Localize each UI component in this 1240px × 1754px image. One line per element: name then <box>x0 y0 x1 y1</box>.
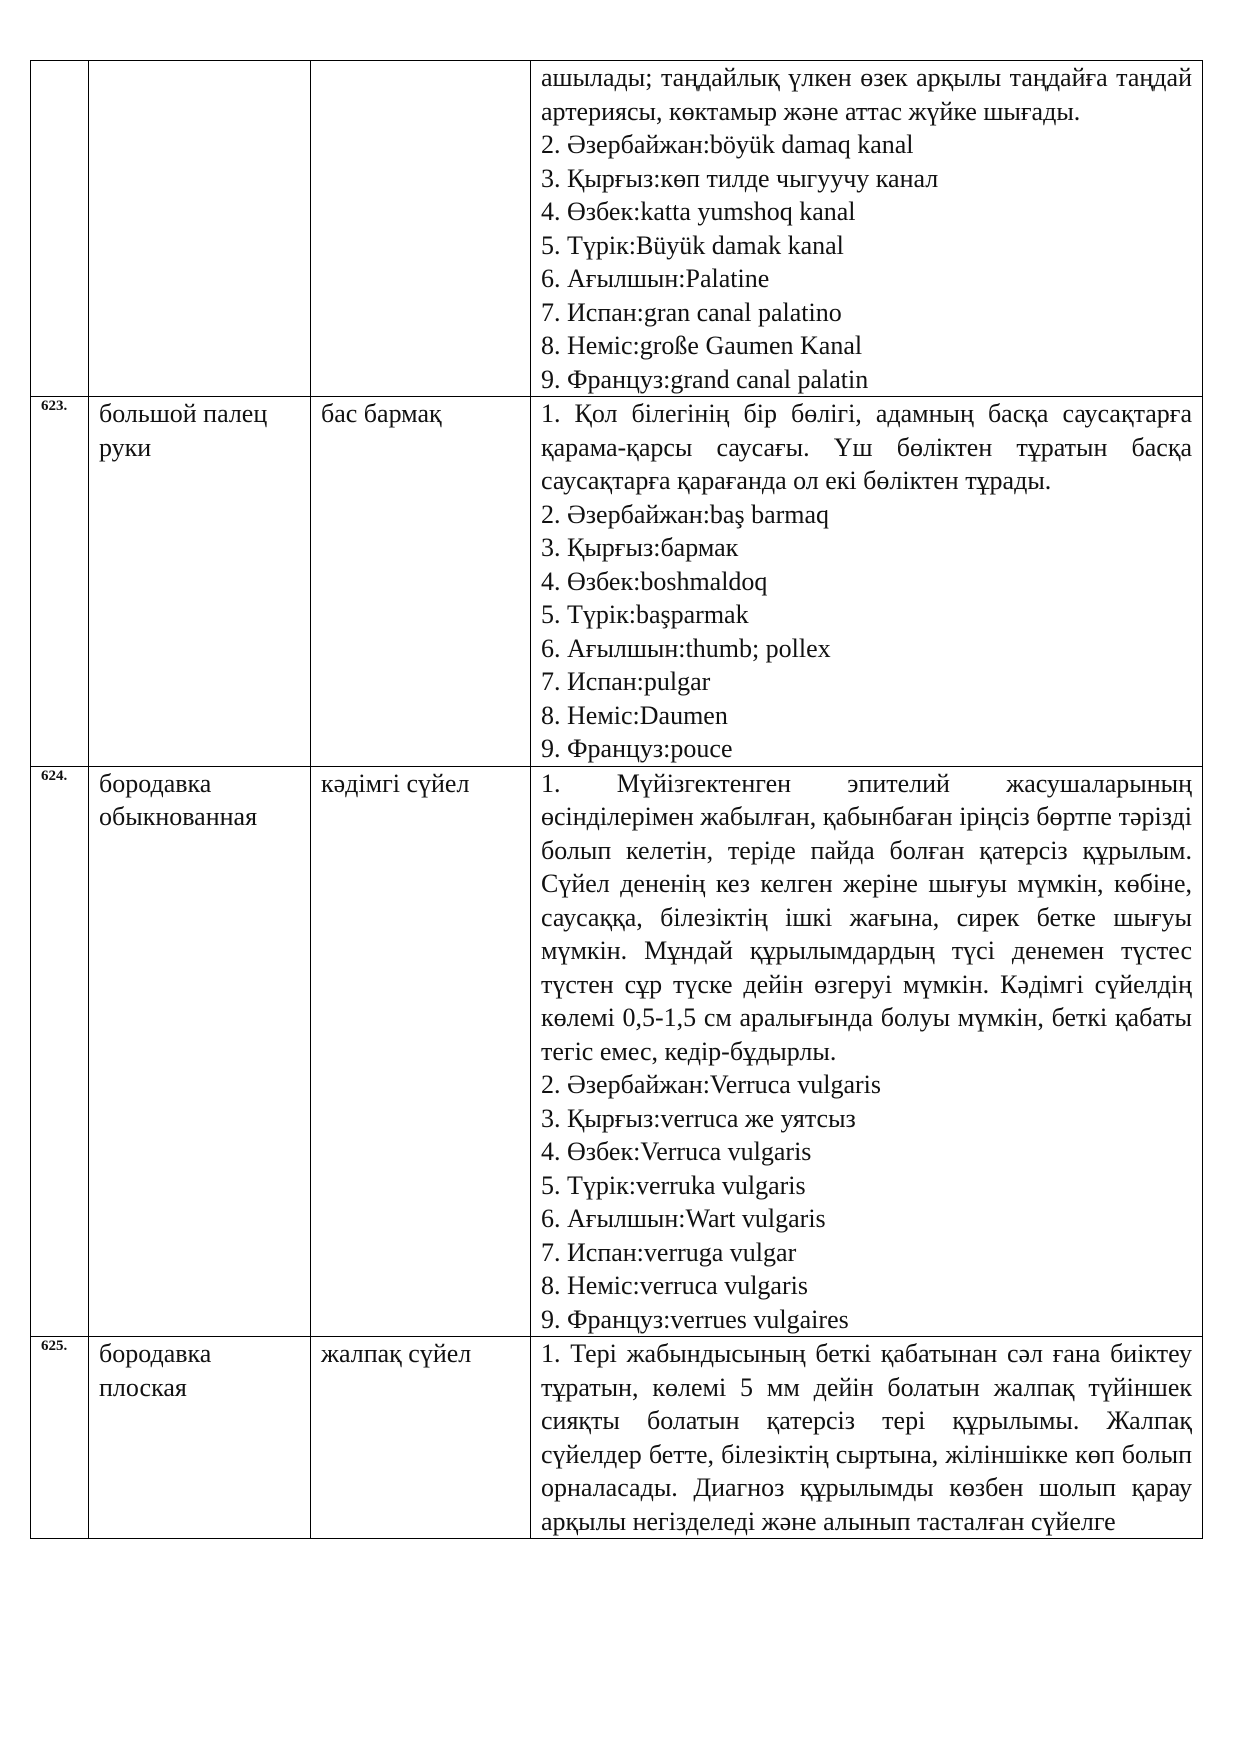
translation-line: 2. Әзербайжан:baş barmaq <box>541 499 830 529</box>
translation-line: 9. Француз:pouce <box>541 734 733 763</box>
translation-line: 5. Түрік:başparmak <box>541 600 749 629</box>
definition-cell <box>531 61 1203 397</box>
translation-line: 2. Әзербайжан:böyük damaq kanal <box>541 130 914 159</box>
translation-line: 4. Өзбек:katta yumshoq kanal <box>541 197 856 226</box>
translation-line: 6. Ағылшын:Wart vulgaris <box>541 1204 826 1233</box>
translation-line: 3. Қырғыз:verruca же уятсыз <box>541 1103 856 1133</box>
translation-line: 9. Француз:grand canal palatin <box>541 364 869 394</box>
entry-number <box>31 61 89 397</box>
russian-term: большой палец руки <box>89 397 311 767</box>
russian-term: бородавка обыкнованная <box>89 766 311 1337</box>
translation-line: 8. Неміс:große Gaumen Kanal <box>541 331 863 360</box>
translation-line: 7. Испан:pulgar <box>541 667 711 696</box>
table-row <box>31 397 1203 767</box>
kazakh-term <box>311 61 531 397</box>
translation-line: 7. Испан:verruga vulgar <box>541 1237 797 1267</box>
dictionary-page <box>30 60 1202 1539</box>
translation-line: 4. Өзбек:Verruca vulgaris <box>541 1137 812 1166</box>
kazakh-term: жалпақ сүйел <box>311 1337 531 1539</box>
russian-term <box>89 61 311 397</box>
definition-text: 1. Қол білегінің бір бөлігі, адамның басқа саусақтарға қарама-қарсы саусағы. Үш бөліктен тұратын басқа саусақтарға қарағанда ол екі бөліктен тұрады. <box>541 399 1192 495</box>
kazakh-term: бас бармақ <box>311 397 531 767</box>
russian-term: бородавка плоская <box>89 1337 311 1539</box>
entry-number: 623. <box>31 397 89 767</box>
table-row <box>31 61 1203 397</box>
translation-line: 8. Неміс:verruca vulgaris <box>541 1271 808 1300</box>
kazakh-term: кәдімгі сүйел <box>311 766 531 1337</box>
definition-text: 1. Тері жабындысының беткі қабатынан сәл ғана биіктеу тұратын, көлемі 5 мм дейін болатын жалпақ түйіншек сияқты болатын қатерсіз тері құрылымы. Жалпақ сүйелдер бетте, білезіктің сыртына, жіліншікке көп болып орналасады. Диагноз құрылымды көзбен шолып қарау арқылы негізделеді және алынып тасталған сүйелге <box>541 1339 1192 1536</box>
definition-cell <box>531 397 1203 767</box>
entry-number: 625. <box>31 1337 89 1539</box>
definition-cell <box>531 766 1203 1337</box>
translation-line: 4. Өзбек:boshmaldoq <box>541 566 768 596</box>
translation-line: 5. Түрік:Büyük damak kanal <box>541 230 844 260</box>
definition-text: 1. Мүйізгектенген эпителий жасушаларының өсінділерімен жабылған, қабынбаған іріңсіз бөртпе тәрізді болып келетін, теріде пайда болған қатерсіз құрылым. Сүйел дененің кез келген жеріне шығуы мүмкін, көбіне, саусаққа, білезіктің ішкі жағына, сирек бетке шығуы мүмкін. Мұндай құрылымдардың түсі денемен түстес түстен сұр түске дейін өзгеруі мүмкін. Кәдімгі сүйелдің көлемі 0,5-1,5 см аралығында болуы мүмкін, беткі қабаты тегіс емес, кедір-бұдырлы. <box>541 768 1192 1066</box>
translation-line: 6. Ағылшын:thumb; pollex <box>541 633 831 663</box>
translation-line: 3. Қырғыз:көп тилде чыгуучу канал <box>541 163 939 193</box>
entry-number: 624. <box>31 766 89 1337</box>
definition-text: ашылады; таңдайлық үлкен өзек арқылы таңдайға таңдай артериясы, көктамыр және аттас жүйке шығады. <box>541 63 1192 126</box>
translation-line: 8. Неміс:Daumen <box>541 700 728 730</box>
translation-line: 7. Испан:gran canal palatino <box>541 297 842 327</box>
table-row <box>31 1337 1203 1539</box>
translation-line: 5. Түрік:verruka vulgaris <box>541 1170 806 1200</box>
translation-line: 9. Француз:verrues vulgaires <box>541 1304 849 1334</box>
translation-line: 3. Қырғыз:бармак <box>541 533 739 562</box>
definition-cell <box>531 1337 1203 1539</box>
translation-line: 6. Ағылшын:Palatine <box>541 264 770 293</box>
dictionary-table <box>30 60 1203 1539</box>
translation-line: 2. Әзербайжан:Verruca vulgaris <box>541 1070 882 1099</box>
table-row <box>31 766 1203 1337</box>
